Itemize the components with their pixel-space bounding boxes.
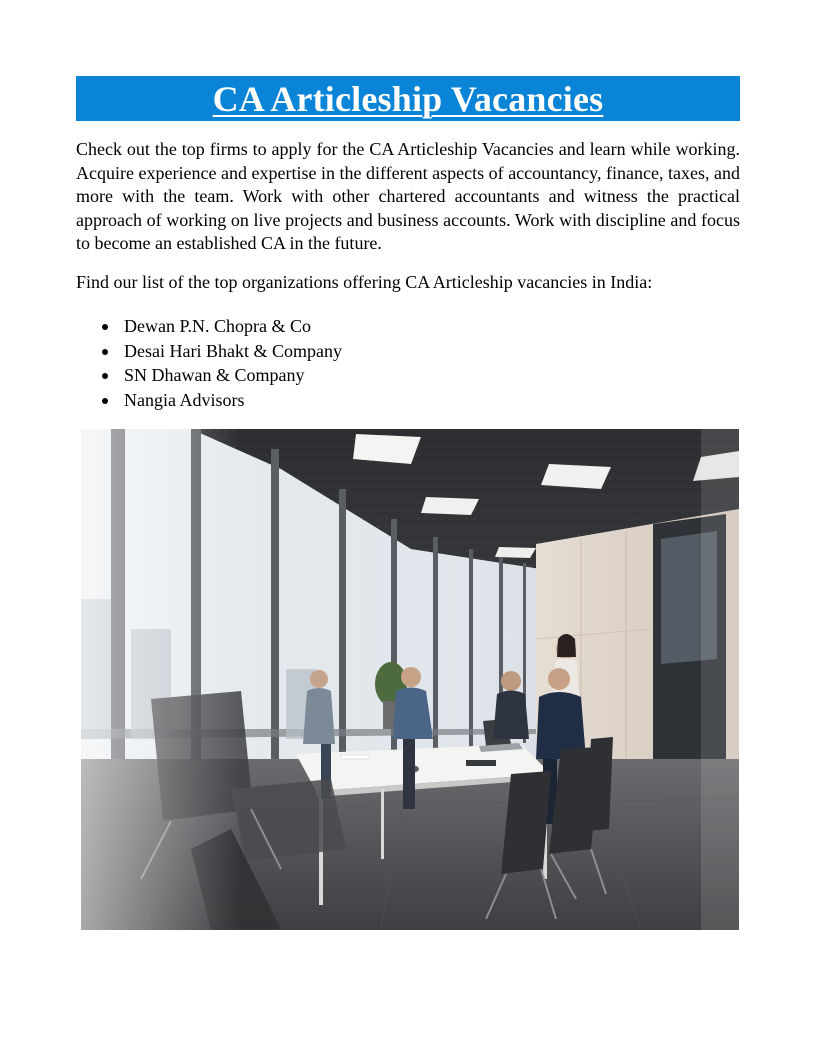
bullet-icon bbox=[102, 373, 108, 379]
bullet-icon bbox=[102, 324, 108, 330]
bullet-icon bbox=[102, 349, 108, 355]
office-meeting-photo bbox=[81, 429, 739, 930]
list-item bbox=[76, 388, 676, 413]
intro-paragraph: Check out the top firms to apply for the CA Articleship Vacancies and learn while working. Acquire experience and expertise in the different aspects of accountancy, finance, taxes, and more with the team. Work with other chartered accountants and witness the practical approach of working on live projects and business accounts. Work with discipline and focus to become an established CA in the future. bbox=[76, 139, 740, 253]
list-item-label: Desai Hari Bhakt & Company bbox=[124, 340, 342, 361]
list-lead-text: Find our list of the top organizations offering CA Articleship vacancies in India: bbox=[76, 272, 653, 292]
list-item bbox=[76, 363, 676, 388]
bullet-icon bbox=[102, 398, 108, 404]
title-banner bbox=[76, 76, 740, 121]
list-item-label: SN Dhawan & Company bbox=[124, 365, 305, 385]
list-item-label: Nangia Advisors bbox=[124, 389, 245, 410]
list-item-label: Dewan P.N. Chopra & Co bbox=[124, 316, 311, 336]
list-item bbox=[76, 314, 676, 339]
organization-list bbox=[76, 314, 676, 412]
page-title: CA Articleship Vacancies bbox=[212, 78, 604, 119]
list-item bbox=[76, 339, 676, 364]
